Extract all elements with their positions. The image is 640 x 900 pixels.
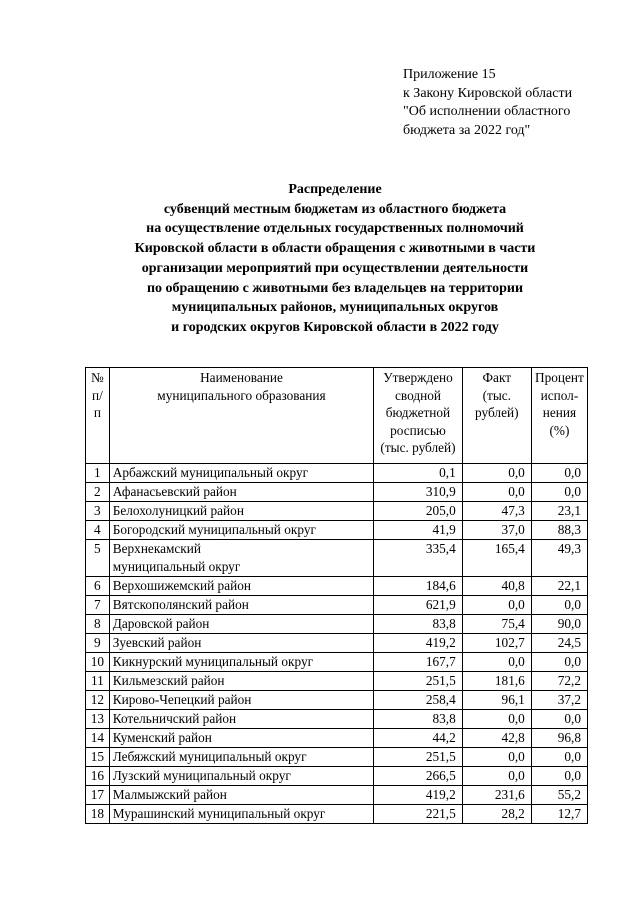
row-name: Куменский район <box>109 729 373 748</box>
header-approved-line: сводной <box>394 387 441 403</box>
row-name: Котельничский район <box>109 710 373 729</box>
row-approved: 266,5 <box>374 767 463 786</box>
table-row <box>86 691 588 710</box>
header-fact-line: Факт <box>482 370 512 385</box>
row-num: 12 <box>86 691 110 710</box>
header-name-line: муниципального образования <box>157 387 326 403</box>
row-percent: 22,1 <box>531 577 587 596</box>
table-row <box>86 540 588 577</box>
row-approved: 44,2 <box>374 729 463 748</box>
row-num: 1 <box>86 464 110 483</box>
row-num: 3 <box>86 502 110 521</box>
header-fact <box>462 368 531 464</box>
row-fact: 102,7 <box>462 634 531 653</box>
row-percent: 96,8 <box>531 729 587 748</box>
row-num: 18 <box>86 805 110 824</box>
title-line: и городских округов Кировской области в 2022 году <box>171 319 499 335</box>
row-approved: 419,2 <box>374 786 463 805</box>
table-row <box>86 634 588 653</box>
title-line: по обращению с животными без владельцев на территории <box>146 280 524 296</box>
row-name-line: муниципальный округ <box>112 558 241 574</box>
table-row <box>86 615 588 634</box>
row-name: Арбажский муниципальный округ <box>109 464 373 483</box>
row-percent: 88,3 <box>531 521 587 540</box>
row-percent: 0,0 <box>531 596 587 615</box>
table-row <box>86 767 588 786</box>
row-percent: 0,0 <box>531 653 587 672</box>
header-num-line: п/п <box>91 387 103 420</box>
row-percent: 55,2 <box>531 786 587 805</box>
row-percent: 0,0 <box>531 464 587 483</box>
row-approved: 335,4 <box>374 540 463 577</box>
table-header-row <box>86 368 588 464</box>
table-row <box>86 786 588 805</box>
row-num: 6 <box>86 577 110 596</box>
row-fact: 47,3 <box>462 502 531 521</box>
row-approved: 205,0 <box>374 502 463 521</box>
row-num: 2 <box>86 483 110 502</box>
title-line: субвенций местным бюджетам из областного бюджета <box>163 201 507 217</box>
row-approved: 258,4 <box>374 691 463 710</box>
row-fact: 28,2 <box>462 805 531 824</box>
header-fact-line: рублей) <box>475 405 519 420</box>
row-num: 5 <box>86 540 110 577</box>
table-row <box>86 502 588 521</box>
row-num: 14 <box>86 729 110 748</box>
row-fact: 181,6 <box>462 672 531 691</box>
table-row <box>86 805 588 824</box>
header-percent-line: Процент <box>534 370 584 385</box>
row-name: Мурашинский муниципальный округ <box>109 805 373 824</box>
row-percent: 0,0 <box>531 767 587 786</box>
annex-line: "Об исполнении областного <box>403 104 571 119</box>
row-percent: 24,5 <box>531 634 587 653</box>
row-fact: 37,0 <box>462 521 531 540</box>
title-line: организации мероприятий при осуществлении деятельности <box>141 260 529 276</box>
annex-line: Приложение 15 <box>403 67 496 82</box>
table-row <box>86 710 588 729</box>
row-fact: 0,0 <box>462 710 531 729</box>
header-approved-line: росписью <box>390 422 446 438</box>
row-approved: 310,9 <box>374 483 463 502</box>
row-percent: 90,0 <box>531 615 587 634</box>
row-fact: 0,0 <box>462 767 531 786</box>
header-percent-line: (%) <box>549 422 570 438</box>
row-name: Малмыжский район <box>109 786 373 805</box>
row-percent: 37,2 <box>531 691 587 710</box>
row-name: Лебяжский муниципальный округ <box>109 748 373 767</box>
row-num: 13 <box>86 710 110 729</box>
row-approved: 83,8 <box>374 615 463 634</box>
row-name <box>109 540 373 577</box>
row-approved: 419,2 <box>374 634 463 653</box>
row-approved: 221,5 <box>374 805 463 824</box>
row-fact: 42,8 <box>462 729 531 748</box>
table-row <box>86 729 588 748</box>
row-percent: 23,1 <box>531 502 587 521</box>
row-fact: 0,0 <box>462 748 531 767</box>
table-row <box>86 483 588 502</box>
row-name: Белохолуницкий район <box>109 502 373 521</box>
document-title <box>80 180 590 338</box>
row-name: Даровской район <box>109 615 373 634</box>
row-fact: 75,4 <box>462 615 531 634</box>
row-percent: 0,0 <box>531 748 587 767</box>
row-fact: 96,1 <box>462 691 531 710</box>
row-approved: 41,9 <box>374 521 463 540</box>
row-approved: 251,5 <box>374 748 463 767</box>
row-approved: 621,9 <box>374 596 463 615</box>
row-approved: 251,5 <box>374 672 463 691</box>
row-name: Верхошижемский район <box>109 577 373 596</box>
row-name: Кильмезский район <box>109 672 373 691</box>
header-percent <box>531 368 587 464</box>
row-name: Кирово-Чепецкий район <box>109 691 373 710</box>
row-num: 4 <box>86 521 110 540</box>
row-approved: 184,6 <box>374 577 463 596</box>
row-fact: 0,0 <box>462 653 531 672</box>
table-row <box>86 672 588 691</box>
row-percent: 0,0 <box>531 710 587 729</box>
header-num-line: № <box>91 370 104 385</box>
row-name: Афанасьевский район <box>109 483 373 502</box>
table-row <box>86 577 588 596</box>
row-fact: 165,4 <box>462 540 531 577</box>
annex-line: бюджета за 2022 год" <box>403 122 531 138</box>
title-line: Кировской области в области обращения с животными в части <box>134 241 536 257</box>
row-name: Вятскополянский район <box>109 596 373 615</box>
row-fact: 0,0 <box>462 596 531 615</box>
annex-note <box>403 66 572 140</box>
row-fact: 231,6 <box>462 786 531 805</box>
row-num: 17 <box>86 786 110 805</box>
row-num: 10 <box>86 653 110 672</box>
row-fact: 0,0 <box>462 464 531 483</box>
annex-line: к Закону Кировской области <box>403 85 573 101</box>
row-num: 9 <box>86 634 110 653</box>
table-row <box>86 653 588 672</box>
row-percent: 72,2 <box>531 672 587 691</box>
header-fact-line: (тыс. <box>482 387 511 403</box>
row-name-line: Верхнекамский <box>112 541 202 556</box>
title-line: на осуществление отдельных государственных полномочий <box>146 221 524 237</box>
table-row <box>86 748 588 767</box>
row-num: 11 <box>86 672 110 691</box>
row-fact: 0,0 <box>462 483 531 502</box>
row-percent: 49,3 <box>531 540 587 577</box>
row-name: Богородский муниципальный округ <box>109 521 373 540</box>
row-num: 16 <box>86 767 110 786</box>
header-approved <box>374 368 463 464</box>
header-approved-line: Утверждено <box>383 370 453 385</box>
table-row <box>86 596 588 615</box>
row-fact: 40,8 <box>462 577 531 596</box>
title-line: муниципальных районов, муниципальных округов <box>171 300 499 316</box>
row-percent: 12,7 <box>531 805 587 824</box>
subvention-table <box>85 367 588 824</box>
table-row <box>86 521 588 540</box>
header-name <box>109 368 373 464</box>
row-approved: 83,8 <box>374 710 463 729</box>
row-percent: 0,0 <box>531 483 587 502</box>
row-num: 8 <box>86 615 110 634</box>
header-approved-line: бюджетной <box>385 405 451 420</box>
row-name: Зуевский район <box>109 634 373 653</box>
row-name: Кикнурский муниципальный округ <box>109 653 373 672</box>
header-num <box>86 368 110 464</box>
row-approved: 0,1 <box>374 464 463 483</box>
header-approved-line: (тыс. рублей) <box>380 440 456 455</box>
header-percent-line: испол- <box>540 387 579 403</box>
row-approved: 167,7 <box>374 653 463 672</box>
row-num: 15 <box>86 748 110 767</box>
header-name-line: Наименование <box>200 370 283 385</box>
header-percent-line: нения <box>542 405 577 420</box>
table-row <box>86 464 588 483</box>
title-line: Распределение <box>288 182 382 197</box>
row-num: 7 <box>86 596 110 615</box>
row-name: Лузский муниципальный округ <box>109 767 373 786</box>
